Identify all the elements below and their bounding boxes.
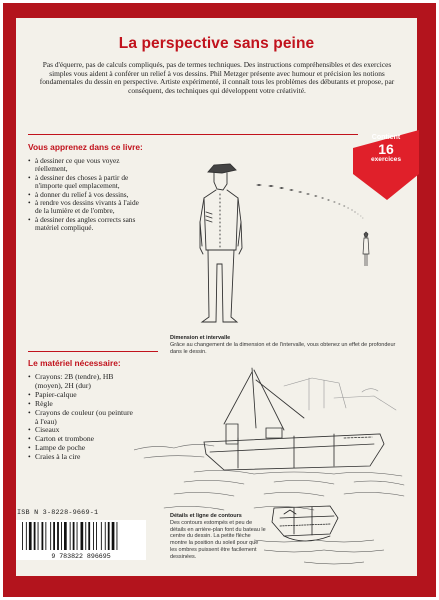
materials-list: [28, 373, 138, 462]
material-item: • Lampe de poche: [28, 444, 138, 453]
badge-top-text: Contient: [371, 134, 401, 141]
figure2-caption: [170, 513, 266, 561]
figure1-caption-title: Dimension et intervalle: [170, 335, 231, 341]
material-item: • Crayons: 2B (tendre), HB (moyen), 2H (dur): [28, 373, 138, 391]
learn-list: [28, 157, 146, 233]
cover-panel: [16, 18, 417, 576]
material-item: • Crayons de couleur (ou peinture à l'eau): [28, 409, 138, 427]
figure2-caption-title: Détails et ligne de contours: [170, 513, 242, 519]
badge-bottom-text: exercices: [370, 156, 402, 163]
material-item: • Craies à la cire: [28, 453, 138, 462]
material-item: • Ciseaux: [28, 426, 138, 435]
badge-label: [353, 134, 419, 164]
learn-item: • à dessiner des angles corrects sans matériel compliqué.: [28, 216, 146, 233]
barcode: [16, 520, 146, 560]
learn-heading: Vous apprenez dans ce livre:: [28, 142, 143, 152]
divider-top: [28, 134, 358, 135]
barcode-digits: 9 783822 896695: [51, 553, 111, 560]
material-item: • Papier-calque: [28, 391, 138, 400]
page-title: La perspective sans peine: [118, 35, 315, 52]
learn-item: • à rendre vos dessins vivants à l'aide de la lumière et de l'ombre,: [28, 199, 146, 216]
figure2-caption-text: Des contours estompés et peu de détails en arrière-plan font du bateau le centre du dessin. La petite flèche montre la position du soleil pour que les ombres puissent être facilement dessinées.: [170, 519, 266, 560]
divider-materials: [28, 351, 158, 352]
materials-heading: Le matériel nécessaire:: [28, 358, 121, 368]
badge-number: 16: [378, 141, 394, 157]
figure1-caption: [170, 335, 400, 355]
learn-item: • à donner du relief à vos dessins,: [28, 191, 146, 199]
material-item: • Règle: [28, 400, 138, 409]
figure1-caption-text: Grâce au changement de la dimension et de l'intervalle, vous obtenez un effet de profondeur dans le dessin.: [170, 341, 396, 355]
intro-text: Pas d'équerre, pas de calculs compliqués, pas de termes techniques. Des instructions compréhensibles et des exercices simples vous aident à conférer un relief à vos dessins. Phil Metzger présente avec humour et précision les notions fondamentales du dessin en perspective. Artiste expérimenté, il connaît tous les problèmes des débutants et propose, par conséquent, des techniques qui développent votre créativité.: [39, 60, 395, 95]
learn-item: • à dessiner des choses à partir de n'importe quel emplacement,: [28, 174, 146, 191]
material-item: • Carton et trombone: [28, 435, 138, 444]
isbn-number: ISB N 3-8228-9669-1: [17, 509, 99, 517]
learn-item: • à dessiner ce que vous voyez réellement,: [28, 157, 146, 174]
